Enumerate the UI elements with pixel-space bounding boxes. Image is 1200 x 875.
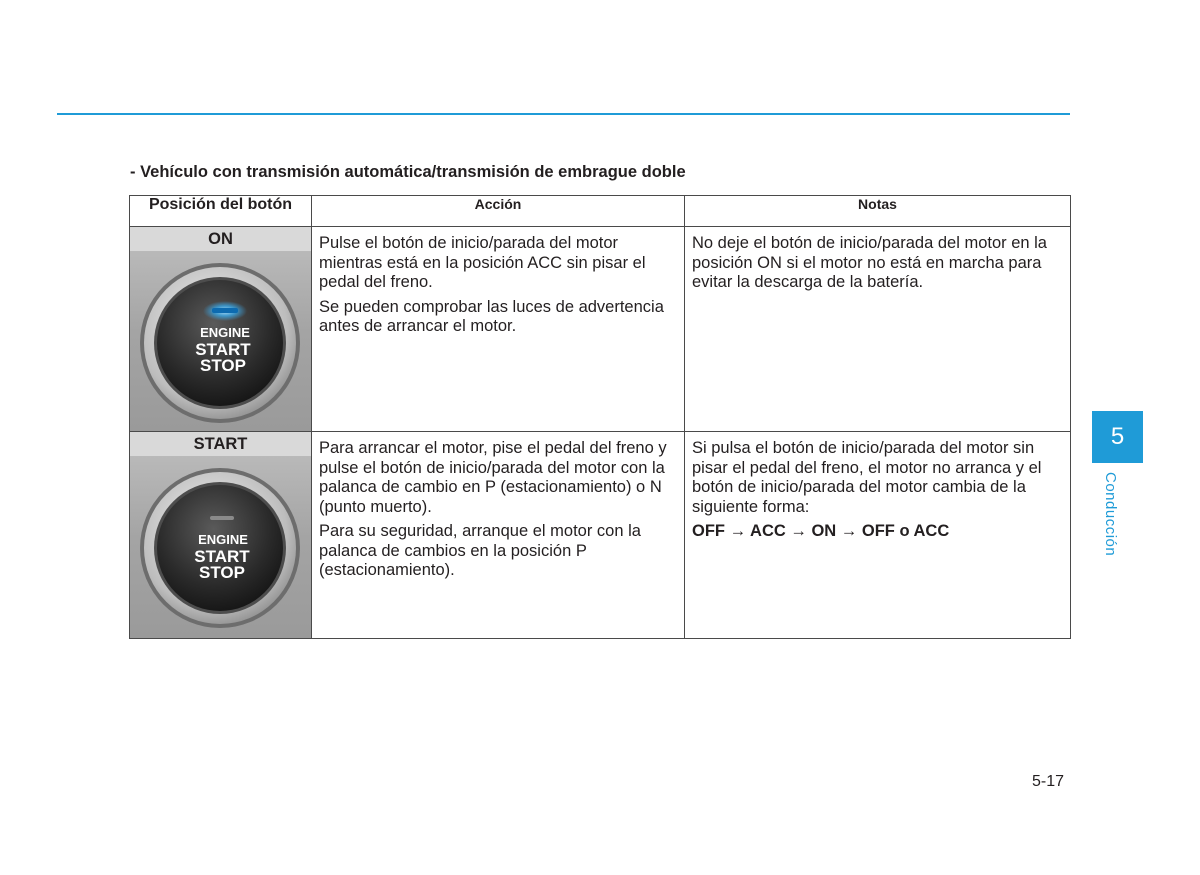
position-cell-on [130, 227, 312, 432]
button-text-start: START [194, 547, 250, 566]
position-label-start: START [130, 432, 311, 456]
table-header-row [130, 196, 1071, 227]
engine-start-stop-button-lit-icon [130, 251, 311, 431]
header-action: Acción [312, 196, 685, 227]
section-heading: - Vehículo con transmisión automática/transmisión de embrague doble [130, 163, 686, 181]
table-row-start [130, 432, 1071, 639]
action-text-on-2: Se pueden comprobar las luces de advertencia antes de arrancar el motor. [319, 297, 664, 335]
notes-cell-on [685, 227, 1071, 432]
button-text-engine: ENGINE [200, 325, 250, 340]
top-rule [57, 113, 1070, 115]
engine-start-stop-button-off-icon [130, 456, 311, 638]
header-position: Posición del botón [130, 196, 312, 227]
notes-text-on-1: No deje el botón de inicio/parada del motor en la posición ON si el motor no está en marcha para evitar la descarga de la batería. [692, 234, 1047, 291]
start-stop-table [129, 195, 1071, 639]
notes-text-start-1: Si pulsa el botón de inicio/parada del motor sin pisar el pedal del freno, el motor no arranca y el botón de inicio/parada del motor cambia de la siguiente forma: [692, 439, 1042, 516]
button-text-engine: ENGINE [198, 532, 248, 547]
notes-sequence: OFF → ACC → ON → OFF o ACC [692, 522, 950, 540]
button-text-stop: STOP [199, 563, 245, 582]
header-notes: Notas [685, 196, 1071, 227]
chapter-number-tab: 5 [1092, 411, 1143, 463]
page-number: 5-17 [1032, 773, 1065, 790]
action-cell-start [312, 432, 685, 639]
position-cell-start [130, 432, 312, 639]
chapter-name: Conducción [1102, 472, 1119, 557]
action-text-start-2: Para su seguridad, arranque el motor con la palanca de cambios en la posición P (estacionamiento). [319, 522, 641, 579]
action-cell-on [312, 227, 685, 432]
button-text-start: START [195, 340, 251, 359]
position-label-on: ON [130, 227, 311, 251]
action-text-on-1: Pulse el botón de inicio/parada del motor mientras está en la posición ACC sin pisar el pedal del freno. [319, 234, 646, 291]
notes-cell-start [685, 432, 1071, 639]
button-text-stop: STOP [200, 356, 246, 375]
action-text-start-1: Para arrancar el motor, pise el pedal del freno y pulse el botón de inicio/parada del motor con la palanca de cambio en P (estacionamiento) o N (punto muerto). [319, 439, 667, 516]
table-row-on [130, 227, 1071, 432]
